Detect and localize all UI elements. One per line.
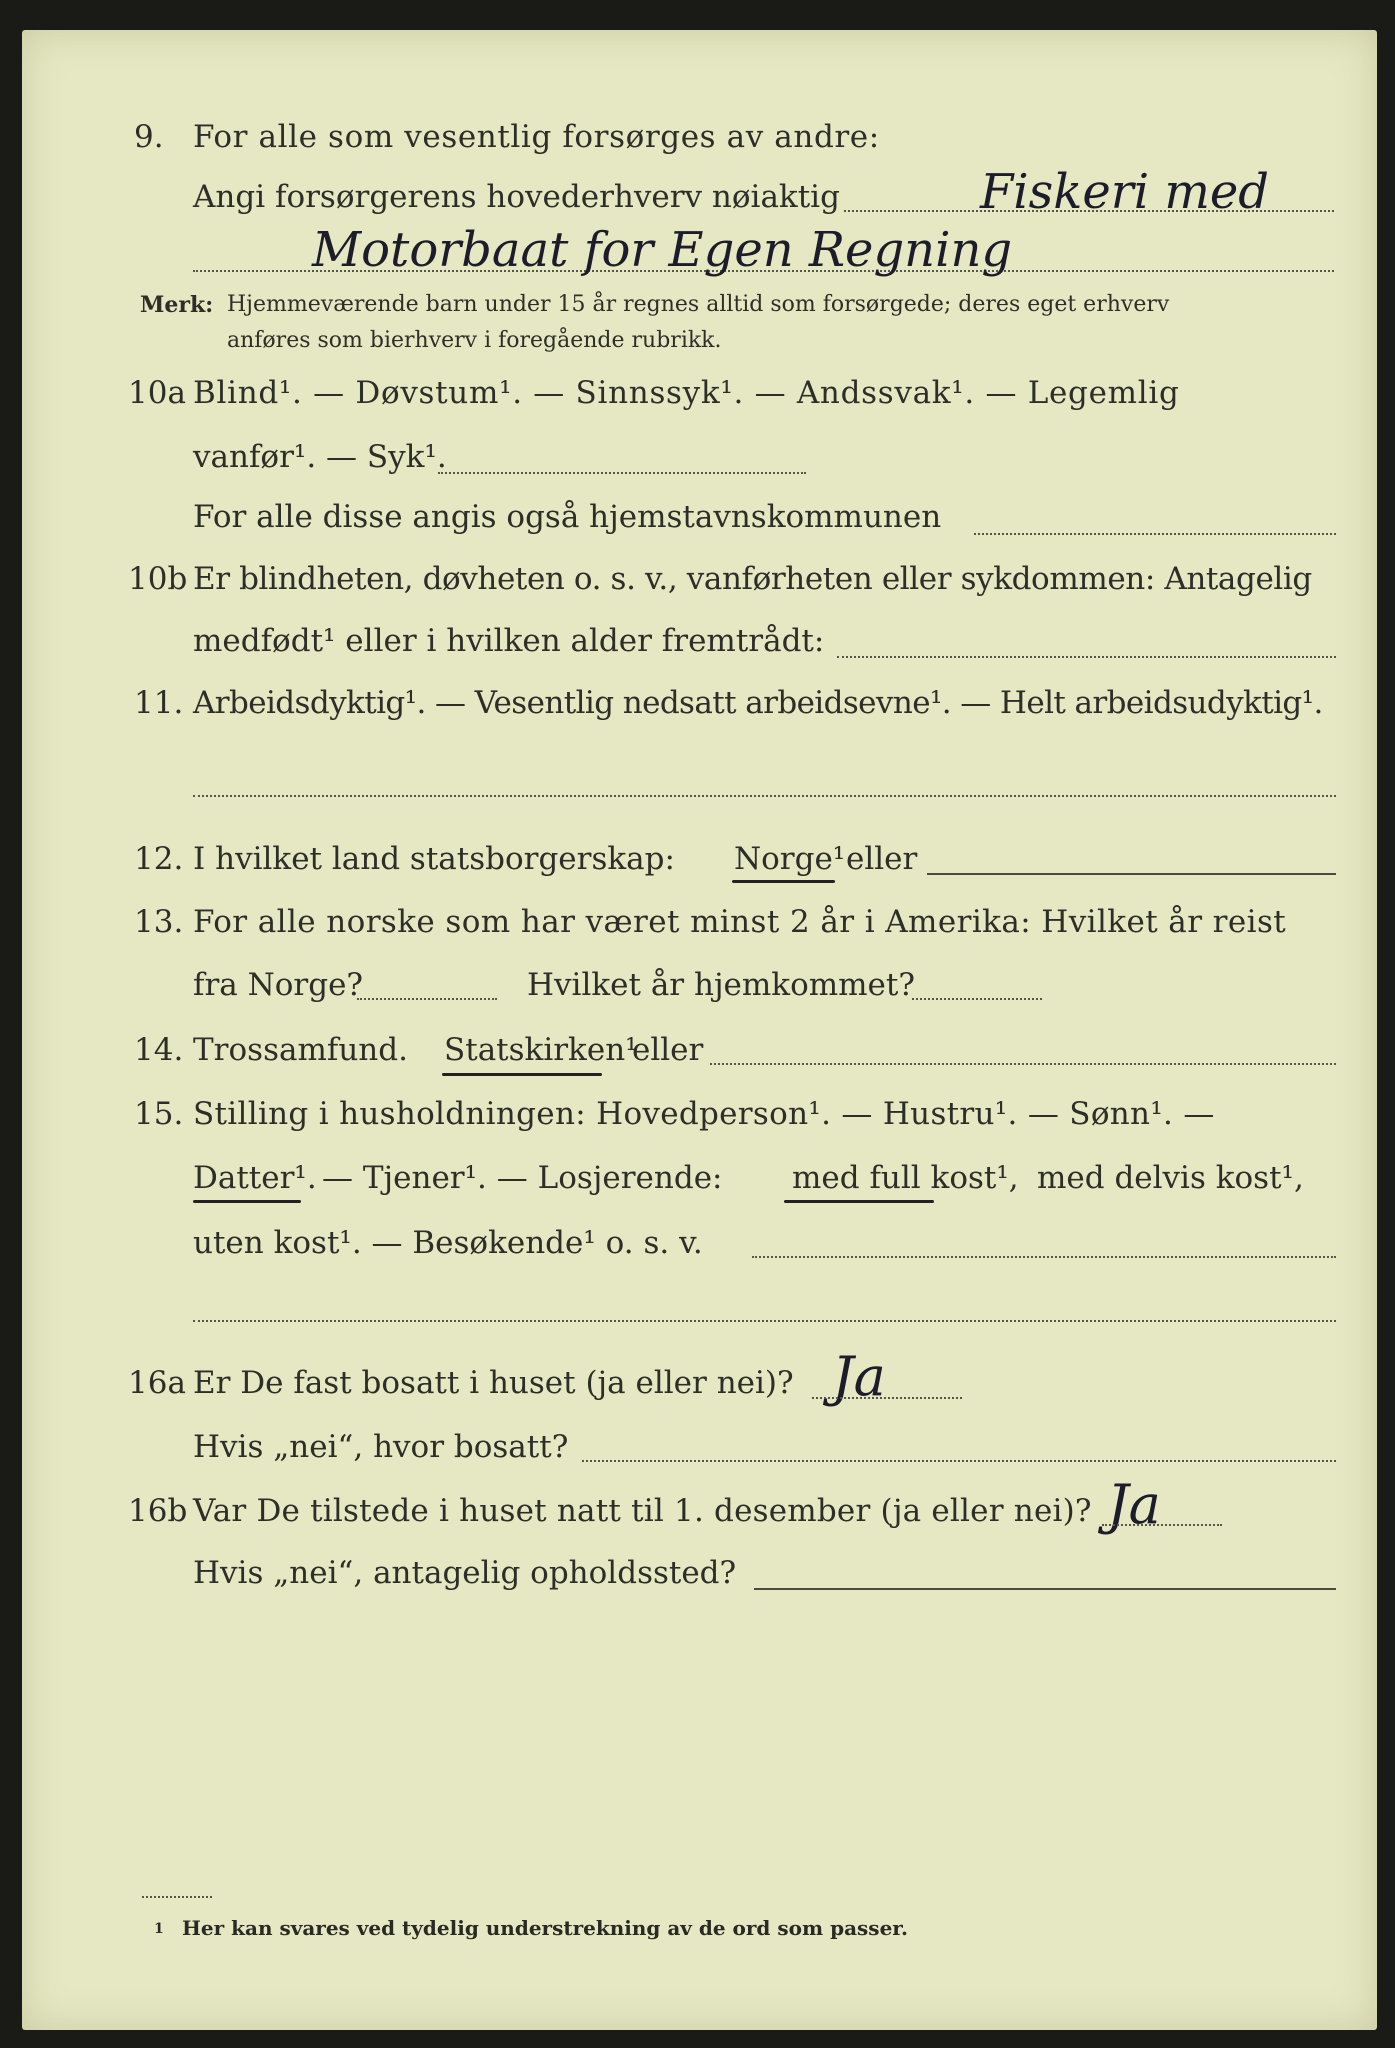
q16b-handwritten-answer: Ja — [1107, 1473, 1161, 1536]
q14-option-statskirken: Statskirken¹ — [444, 1032, 638, 1068]
q11-line1: Arbeidsdyktig¹. — Vesentlig nedsatt arbeidsevne¹. — Helt arbeidsudyktig¹. — [193, 685, 1323, 721]
q16a-number: 16a — [128, 1365, 186, 1401]
q12-number: 12. — [134, 841, 184, 877]
q10a-kommune-line — [974, 533, 1336, 535]
q16b-line1: Var De tilstede i huset natt til 1. desember (ja eller nei)? — [193, 1493, 1092, 1529]
footnote-text: Her kan svares ved tydelig understrekning av de ord som passer. — [182, 1916, 908, 1940]
q9-line2: Angi forsørgerens hovederhverv nøiaktig — [193, 179, 840, 215]
q15-answer-line1 — [752, 1256, 1336, 1258]
q12-option-norge: Norge¹ — [734, 841, 846, 877]
q14-statskirken-underline — [442, 1073, 602, 1076]
q9-handwritten-answer-1: Fiskeri med — [980, 164, 1269, 220]
q12-prefix: I hvilket land statsborgerskap: — [193, 841, 675, 877]
q9-number: 9. — [134, 119, 164, 155]
q15-line2-mid: — Tjener¹. — Losjerende: — [322, 1160, 723, 1196]
footnote-rule — [142, 1896, 212, 1898]
q16b-answer-line — [1102, 1524, 1222, 1526]
q13-line1: For alle norske som har været minst 2 år i Amerika: Hvilket år reist — [193, 904, 1287, 940]
q10b-number: 10b — [128, 561, 188, 597]
q16a-answer-line — [812, 1397, 962, 1399]
q16b-opholdssted-line — [754, 1588, 1336, 1590]
q13-line2b: Hvilket år hjemkommet? — [527, 967, 915, 1003]
q16a-bosatt-line — [582, 1460, 1336, 1462]
q13-reist-line — [357, 998, 497, 1000]
q11-answer-line — [193, 795, 1336, 797]
q15-full-kost-underline — [784, 1200, 934, 1203]
q9-line1: For alle som vesentlig forsørges av andre: — [193, 119, 880, 155]
q16a-line2: Hvis „nei“, hvor bosatt? — [193, 1429, 569, 1465]
merk-line1: Hjemmeværende barn under 15 år regnes alltid som forsørgede; deres eget erhverv — [227, 292, 1170, 317]
q15-number: 15. — [134, 1096, 184, 1132]
q15-option-datter: Datter¹. — [193, 1160, 317, 1196]
q16b-line2: Hvis „nei“, antagelig opholdssted? — [193, 1555, 737, 1591]
q10a-line1: Blind¹. — Døvstum¹. — Sinnssyk¹. — Andssvak¹. — Legemlig — [193, 375, 1180, 411]
q15-line3: uten kost¹. — Besøkende¹ o. s. v. — [193, 1225, 703, 1261]
q16a-line1: Er De fast bosatt i huset (ja eller nei)? — [193, 1365, 794, 1401]
q13-line2a: fra Norge? — [193, 967, 364, 1003]
q10a-line2: vanfør¹. — Syk¹. — [193, 439, 447, 475]
q10a-line3: For alle disse angis også hjemstavnskommunen — [193, 499, 942, 535]
q14-answer-line — [710, 1063, 1336, 1065]
q13-number: 13. — [134, 904, 184, 940]
q15-line2-end: med delvis kost¹, — [1037, 1160, 1304, 1196]
q15-datter-underline — [193, 1200, 301, 1203]
census-form-page — [22, 30, 1377, 2030]
q15-option-full-kost: med full kost¹, — [792, 1160, 1019, 1196]
q10a-syk-line — [438, 472, 806, 474]
q14-number: 14. — [134, 1032, 184, 1068]
q15-answer-line2 — [193, 1320, 1336, 1322]
q10b-line1: Er blindheten, døvheten o. s. v., vanførheten eller sykdommen: Antagelig — [193, 561, 1312, 597]
q10b-line2: medfødt¹ eller i hvilken alder fremtrådt: — [193, 623, 825, 659]
q13-hjemkommet-line — [912, 998, 1042, 1000]
q16b-number: 16b — [128, 1493, 188, 1529]
merk-label: Merk: — [140, 292, 214, 318]
q12-answer-line — [927, 873, 1336, 875]
q14-suffix: eller — [632, 1032, 704, 1068]
q14-prefix: Trossamfund. — [193, 1032, 408, 1068]
q12-norge-underline — [732, 880, 835, 883]
footnote-mark: 1 — [154, 1921, 164, 1937]
q9-handwritten-answer-2: Motorbaat for Egen Regning — [312, 222, 1013, 278]
q11-number: 11. — [134, 685, 184, 721]
merk-line2: anføres som bierhverv i foregående rubrikk. — [227, 328, 722, 353]
q15-line1: Stilling i husholdningen: Hovedperson¹. — Hustru¹. — Sønn¹. — — [193, 1096, 1215, 1132]
q10b-answer-line — [837, 656, 1336, 658]
q10a-number: 10a — [128, 375, 186, 411]
q16a-handwritten-answer: Ja — [832, 1345, 886, 1408]
q12-suffix: eller — [846, 841, 918, 877]
